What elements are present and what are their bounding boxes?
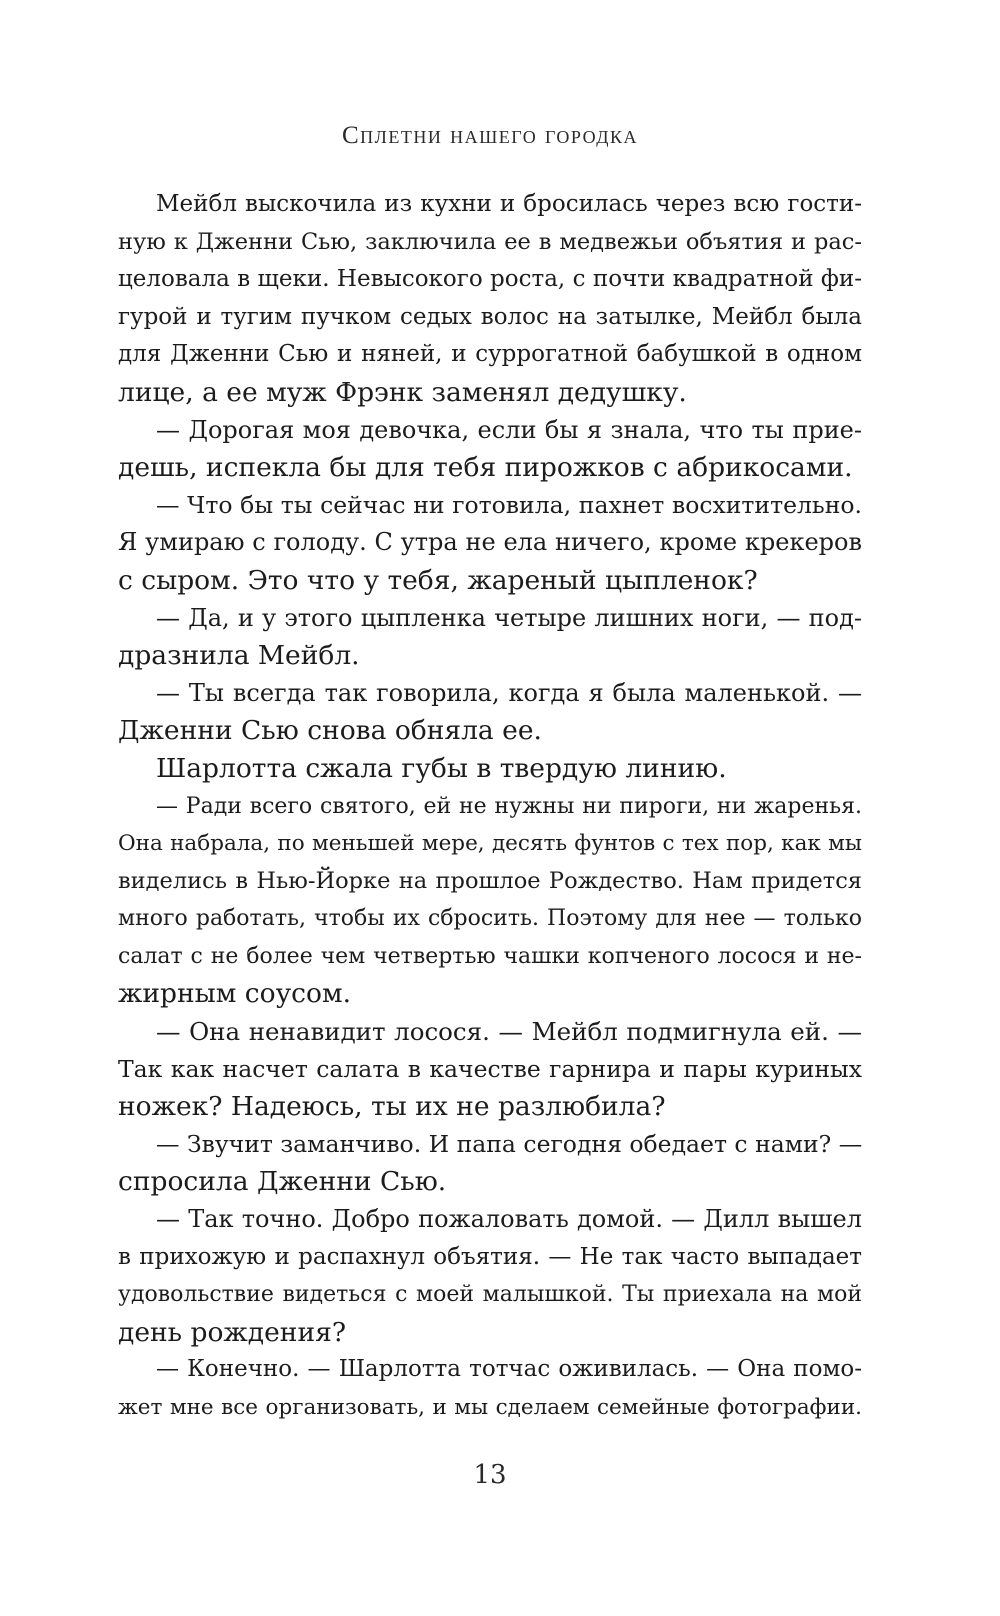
text-line: Я умираю с голоду. С утра не ела ничего, кроме крекеров [118, 528, 862, 557]
text-line: много работать, чтобы их сбросить. Поэтому для нее — только [118, 906, 862, 932]
text-line: дразнила Мейбл. [118, 640, 360, 672]
text-line: — Ради всего святого, ей не нужны ни пироги, ни жаренья. [156, 793, 862, 819]
text-line: — Конечно. — Шарлотта тотчас оживилась. — Она помо- [156, 1356, 862, 1383]
text-line: — Да, и у этого цыпленка четыре лишних ноги, — под- [156, 603, 862, 632]
text-line: в прихожую и распахнул объятия. — Не так часто выпадает [118, 1243, 862, 1270]
text-line: удовольствие видеться с моей малышкой. Ты приехала на мой [118, 1282, 862, 1308]
text-line: лице, а ее муж Фрэнк заменял дедушку. [118, 376, 687, 408]
text-line: день рождения? [118, 1316, 347, 1348]
text-line: ную к Дженни Сью, заключила ее в медвежьи объятия и рас- [118, 228, 862, 255]
text-line: Шарлотта сжала губы в твердую линию. [156, 752, 727, 784]
text-line: Дженни Сью снова обняла ее. [118, 715, 542, 747]
text-line: салат с не более чем четвертью чашки копченого лосося и не- [118, 943, 862, 969]
body-text [118, 186, 862, 1427]
text-line: — Ты всегда так говорила, когда я была маленькой. — [156, 678, 862, 707]
text-line: жирным соусом. [118, 978, 352, 1010]
text-line: Мейбл выскочила из кухни и бросилась через всю гости- [156, 191, 862, 217]
text-line: — Она ненавидит лосося. — Мейбл подмигнула ей. — [156, 1017, 862, 1047]
text-line: для Дженни Сью и няней, и суррогатной бабушкой в одном [118, 341, 862, 368]
text-line: с сыром. Это что у тебя, жареный цыпленок? [118, 564, 758, 596]
text-line: ножек? Надеюсь, ты их не разлюбила? [118, 1091, 666, 1123]
running-head: Сплетни нашего городка [341, 122, 639, 149]
text-line: Так как насчет салата в качестве гарнира и пары куриных [118, 1054, 862, 1083]
text-line: — Дорогая моя девочка, если бы я знала, что ты прие- [156, 415, 862, 444]
page-number: 13 [473, 1460, 507, 1490]
text-line: дешь, испекла бы для тебя пирожков с абрикосами. [118, 452, 853, 484]
text-line: гурой и тугим пучком седых волос на затылке, Мейбл была [118, 303, 862, 330]
text-line: Она набрала, по меньшей мере, десять фунтов с тех пор, как мы [118, 831, 862, 857]
text-line: — Что бы ты сейчас ни готовила, пахнет восхитительно. [156, 490, 862, 519]
text-line: виделись в Нью-Йорке на прошлое Рождество. Нам придется [118, 867, 862, 894]
text-line: — Звучит заманчиво. И папа сегодня обедает с нами? — [156, 1129, 863, 1158]
text-line: спросила Дженни Сью. [118, 1166, 447, 1198]
text-line: — Так точно. Добро пожаловать домой. — Дилл вышел [156, 1205, 862, 1234]
text-line: жет мне все организовать, и мы сделаем семейные фотографии. [118, 1395, 862, 1420]
text-line: целовала в щеки. Невысокого роста, с почти квадратной фи- [118, 266, 862, 293]
